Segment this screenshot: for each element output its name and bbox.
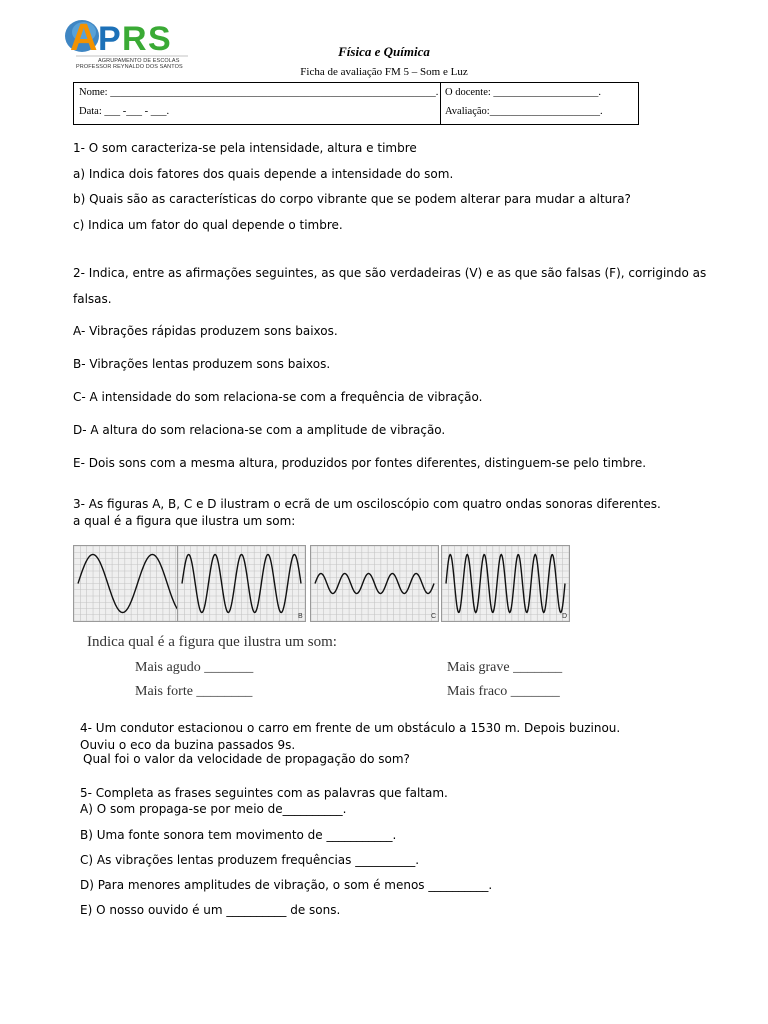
q5-item-a: A) O som propaga-se por meio de__________.	[80, 802, 347, 816]
logo-letter-r: R	[122, 20, 147, 58]
identification-divider	[440, 83, 441, 124]
q1-title: 1- O som caracteriza-se pela intensidade, altura e timbre	[73, 141, 417, 155]
q4-line1: 4- Um condutor estacionou o carro em frente de um obstáculo a 1530 m. Depois buzinou.	[80, 721, 621, 735]
grade-field[interactable]: Avaliação:_____________________.	[445, 106, 603, 117]
q2-title-line1: 2- Indica, entre as afirmações seguintes, as que são verdadeiras (V) e as que são falsas (F), corrigindo as	[73, 266, 707, 280]
figure-label-d: D	[562, 613, 568, 620]
document-title: Física e Química	[338, 44, 430, 59]
q2-item-e: E- Dois sons com a mesma altura, produzidos por fontes diferentes, distinguem-se pelo timbre.	[73, 456, 647, 470]
answer-mais-forte[interactable]: Mais forte ________	[135, 684, 253, 699]
answer-mais-fraco[interactable]: Mais fraco _______	[447, 684, 560, 699]
oscilloscope-screen-b	[178, 546, 305, 621]
q3-title-line2: a qual é a figura que ilustra um som:	[73, 514, 296, 528]
q5-item-e: E) O nosso ouvido é um __________ de sons.	[80, 903, 341, 917]
oscilloscope-screen-c	[311, 546, 438, 621]
q2-item-b: B- Vibrações lentas produzem sons baixos.	[73, 357, 331, 371]
logo-letter-s: S	[148, 20, 171, 58]
document-subtitle: Ficha de avaliação FM 5 – Som e Luz	[300, 66, 468, 78]
q2-title-line2: falsas.	[73, 292, 112, 306]
oscilloscope-figure-c	[310, 545, 439, 622]
logo-letter-a: A	[70, 17, 98, 59]
q4-line3: Qual foi o valor da velocidade de propagação do som?	[83, 752, 410, 766]
q5-item-d: D) Para menores amplitudes de vibração, o som é menos __________.	[80, 878, 493, 892]
name-field[interactable]: Nome: ______________________________________________________________.	[79, 87, 439, 98]
logo-subtitle-line1: AGRUPAMENTO DE ESCOLAS	[98, 58, 180, 64]
q1-item-a: a) Indica dois fatores dos quais depende a intensidade do som.	[73, 167, 454, 181]
q2-item-c: C- A intensidade do som relaciona-se com a frequência de vibração.	[73, 390, 483, 404]
answer-mais-grave[interactable]: Mais grave _______	[447, 660, 563, 675]
oscilloscope-figure-b	[177, 545, 306, 622]
q5-title: 5- Completa as frases seguintes com as palavras que faltam.	[80, 786, 448, 800]
logo-subtitle-line2: PROFESSOR REYNALDO DOS SANTOS	[76, 64, 183, 70]
q1-item-b: b) Quais são as características do corpo vibrante que se podem alterar para mudar a altura?	[73, 192, 631, 206]
answer-mais-agudo[interactable]: Mais agudo _______	[135, 660, 254, 675]
oscilloscope-figure-d	[441, 545, 570, 622]
logo-letter-p: P	[98, 20, 121, 58]
q1-item-c: c) Indica um fator do qual depende o timbre.	[73, 218, 343, 232]
q5-item-c: C) As vibrações lentas produzem frequências __________.	[80, 853, 420, 867]
figure-label-b: B	[298, 613, 303, 620]
q5-item-b: B) Uma fonte sonora tem movimento de ___________.	[80, 828, 397, 842]
q2-item-d: D- A altura do som relaciona-se com a amplitude de vibração.	[73, 423, 446, 437]
identification-box	[73, 82, 639, 125]
date-field[interactable]: Data: ___ -___ - ___.	[79, 106, 170, 117]
q4-line2: Ouviu o eco da buzina passados 9s.	[80, 738, 296, 752]
figure-label-c: C	[431, 613, 437, 620]
figure-panel-title: Indica qual é a figura que ilustra um som:	[87, 634, 337, 650]
oscilloscope-screen-d	[442, 546, 569, 621]
q2-item-a: A- Vibrações rápidas produzem sons baixos.	[73, 324, 338, 338]
q3-title-line1: 3- As figuras A, B, C e D ilustram o ecrã de um osciloscópio com quatro ondas sonoras diferentes.	[73, 497, 661, 511]
teacher-field[interactable]: O docente: ____________________.	[445, 87, 602, 98]
